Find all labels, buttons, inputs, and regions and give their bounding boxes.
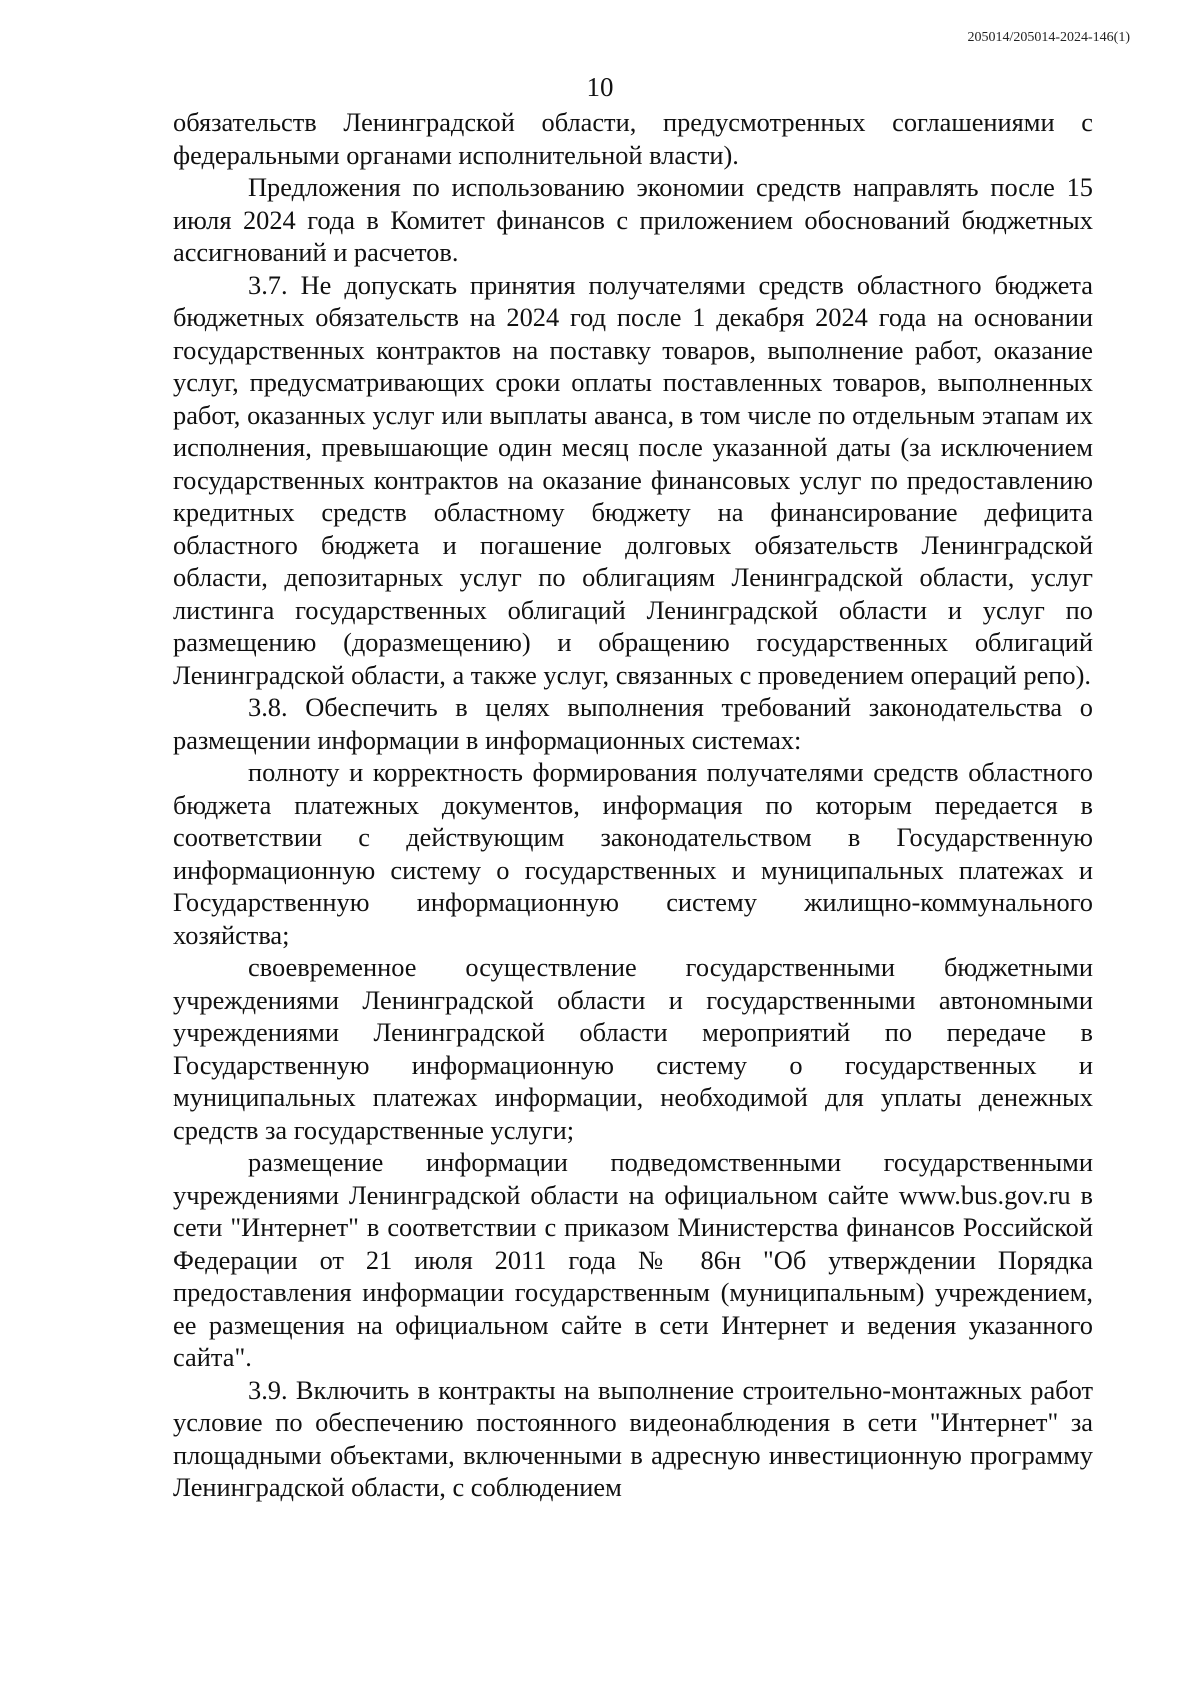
paragraph-3-9: 3.9. Включить в контракты на выполнение строительно-монтажных работ условие по обеспечению постоянного видеонаблюдения в сети "Интернет" за площадными объектами, включенными в адресную инвестиционную программу Ленинградской области, с соблюдением [173,1374,1093,1502]
paragraph-payment-documents: полноту и корректность формирования получателями средств областного бюджета платежных документов, информация по которым передается в соответствии с действующим законодательством в Государственную информационную систему о государственных и муниципальных платежах и Государственную информационную систему жилищно-коммунального хозяйства; [173,757,1093,950]
paragraph-timely-transfer: своевременное осуществление государственными бюджетными учреждениями Ленинградской области и государственными автономными учреждениями Ленинградской области мероприятий по передаче в Государственную информационную систему о государственных и муниципальных платежах информации, необходимой для уплаты денежных средств за государственные услуги; [173,952,1093,1145]
document-id: 205014/205014-2024-146(1) [967,30,1130,45]
paragraph-3-8: 3.8. Обеспечить в целях выполнения требований законодательства о размещении информации в информационных системах: [173,692,1093,755]
page-number: 10 [586,72,614,102]
document-body [173,106,1093,1504]
paragraph-savings-proposals: Предложения по использованию экономии средств направлять после 15 июля 2024 года в Комитет финансов с приложением обоснований бюджетных ассигнований и расчетов. [173,172,1093,267]
paragraph-continuation: обязательств Ленинградской области, предусмотренных соглашениями с федеральными органами исполнительной власти). [173,107,1093,170]
paragraph-bus-gov-ru: размещение информации подведомственными государственными учреждениями Ленинградской области на официальном сайте www.bus.gov.ru в сети "Интернет" в соответствии с приказом Министерства финансов Российской Федерации от 21 июля 2011 года № 86н "Об утверждении Порядка предоставления информации государственным (муниципальным) учреждением, ее размещения на официальном сайте в сети Интернет и ведения указанного сайта". [173,1147,1093,1372]
paragraph-3-7: 3.7. Не допускать принятия получателями средств областного бюджета бюджетных обязательств на 2024 год после 1 декабря 2024 года на основании государственных контрактов на поставку товаров, выполнение работ, оказание услуг, предусматривающих сроки оплаты поставленных товаров, выполненных работ, оказанных услуг или выплаты аванса, в том числе по отдельным этапам их исполнения, превышающие один месяц после указанной даты (за исключением государственных контрактов на оказание финансовых услуг по предоставлению кредитных средств областному бюджету на финансирование дефицита областного бюджета и погашение долговых обязательств Ленинградской области, депозитарных услуг по облигациям Ленинградской области, услуг листинга государственных облигаций Ленинградской области и услуг по размещению (доразмещению) и обращению государственных облигаций Ленинградской области, а также услуг, связанных с проведением операций репо). [173,269,1093,690]
